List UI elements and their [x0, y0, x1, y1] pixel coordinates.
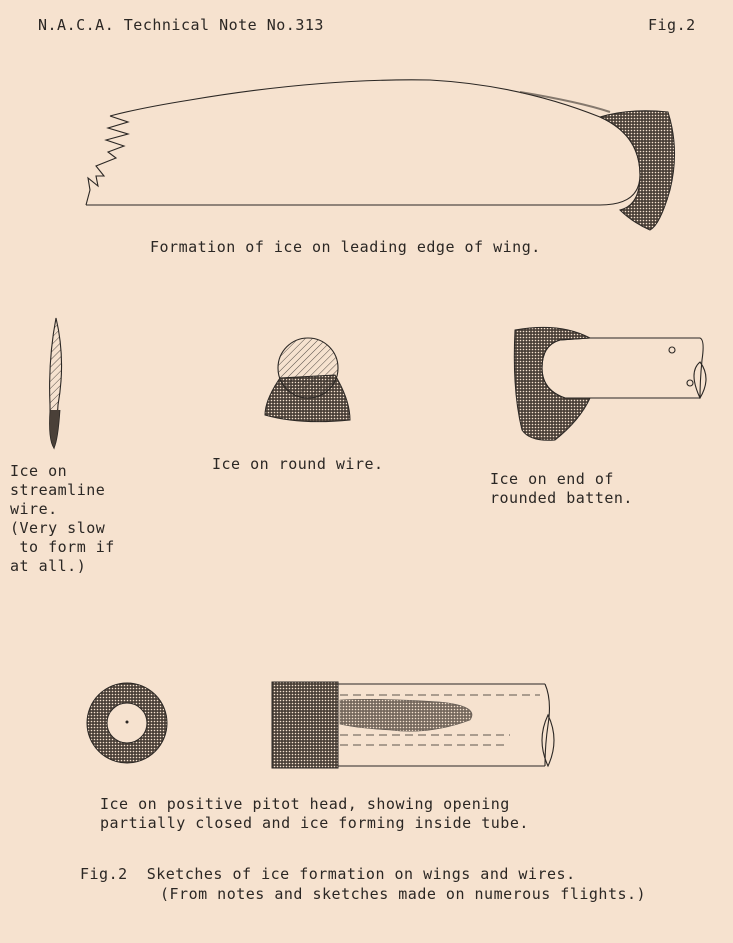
streamline-caption-line-3: wire.: [10, 500, 58, 518]
streamline-caption-line-2: streamline: [10, 481, 106, 499]
pitot-caption-line-2: partially closed and ice forming inside tube.: [100, 814, 529, 832]
figure-caption-line-1: Fig.2 Sketches of ice formation on wings and wires.: [80, 865, 576, 883]
wing-caption: Formation of ice on leading edge of wing.: [150, 238, 541, 256]
batten-caption-line-2: rounded batten.: [490, 489, 633, 507]
pitot-inside-ice: [340, 699, 472, 731]
batten-caption-line-1: Ice on end of: [490, 470, 614, 488]
round-wire-caption: Ice on round wire.: [212, 455, 384, 473]
figure-caption-line-2: (From notes and sketches made on numerous flights.): [160, 885, 647, 903]
pitot-side-ice: [272, 682, 338, 768]
streamline-caption-line-5: to form if: [10, 538, 115, 556]
pitot-caption: [100, 795, 529, 833]
pitot-caption-line-1: Ice on positive pitot head, showing opening: [100, 795, 510, 813]
streamline-caption-line-4: (Very slow: [10, 519, 106, 537]
header-figure-number: Fig.2: [648, 16, 696, 34]
header-title: N.A.C.A. Technical Note No.313: [38, 16, 324, 34]
streamline-caption-line-6: at all.): [10, 557, 87, 575]
streamline-caption-line-1: Ice on: [10, 462, 68, 480]
